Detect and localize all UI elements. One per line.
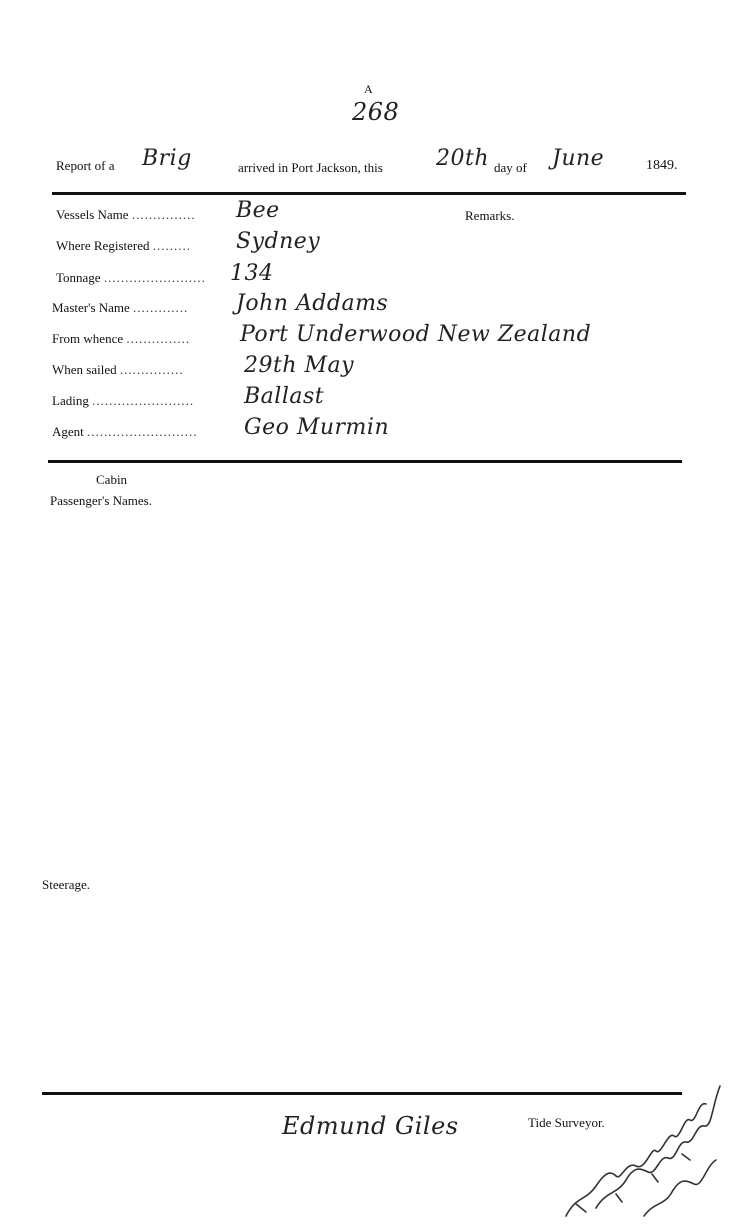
field-label-from-whence: From whence ............... [52,331,191,346]
passengers-names-label: Passenger's Names. [50,493,152,508]
report-of-label: Report of a [56,158,115,173]
details-rule [48,460,682,463]
field-label-when-sailed: When sailed ............... [52,362,184,377]
field-value-from-whence: Port Underwood New Zealand [240,322,592,347]
folio-number: 268 [352,98,400,126]
field-value-tonnage: 134 [230,261,274,286]
field-label-tonnage: Tonnage ........................ [56,270,206,285]
field-label-agent: Agent .......................... [52,424,198,439]
field-label-lading: Lading ........................ [52,393,195,408]
header-rule [52,192,686,195]
field-value-lading: Ballast [244,384,325,409]
field-value-when-sailed: 29th May [244,353,355,378]
surveyor-signature: Edmund Giles [282,1112,459,1140]
field-label-where-registered: Where Registered ......... [56,238,191,253]
day-of-label: day of [494,160,527,175]
page-mark: A [364,82,373,96]
arrival-year: 1849. [646,158,678,173]
field-value-masters-name: John Addams [236,291,389,316]
cabin-label: Cabin [96,472,128,487]
field-label-vessels-name: Vessels Name ............... [56,207,196,222]
field-value-where-registered: Sydney [236,229,321,254]
field-value-vessels-name: Bee [236,198,280,223]
steerage-label: Steerage. [42,877,91,892]
remarks-label: Remarks. [465,208,515,223]
marginal-annotation [556,1076,726,1221]
vessel-type-value: Brig [142,146,192,171]
tide-surveyor-label: Tide Surveyor. [528,1115,605,1130]
field-value-agent: Geo Murmin [244,415,390,440]
arrival-month-value: June [552,146,605,171]
arrival-day-value: 20th [436,146,490,171]
field-label-masters-name: Master's Name ............. [52,300,189,315]
arrived-label: arrived in Port Jackson, this [238,160,383,175]
